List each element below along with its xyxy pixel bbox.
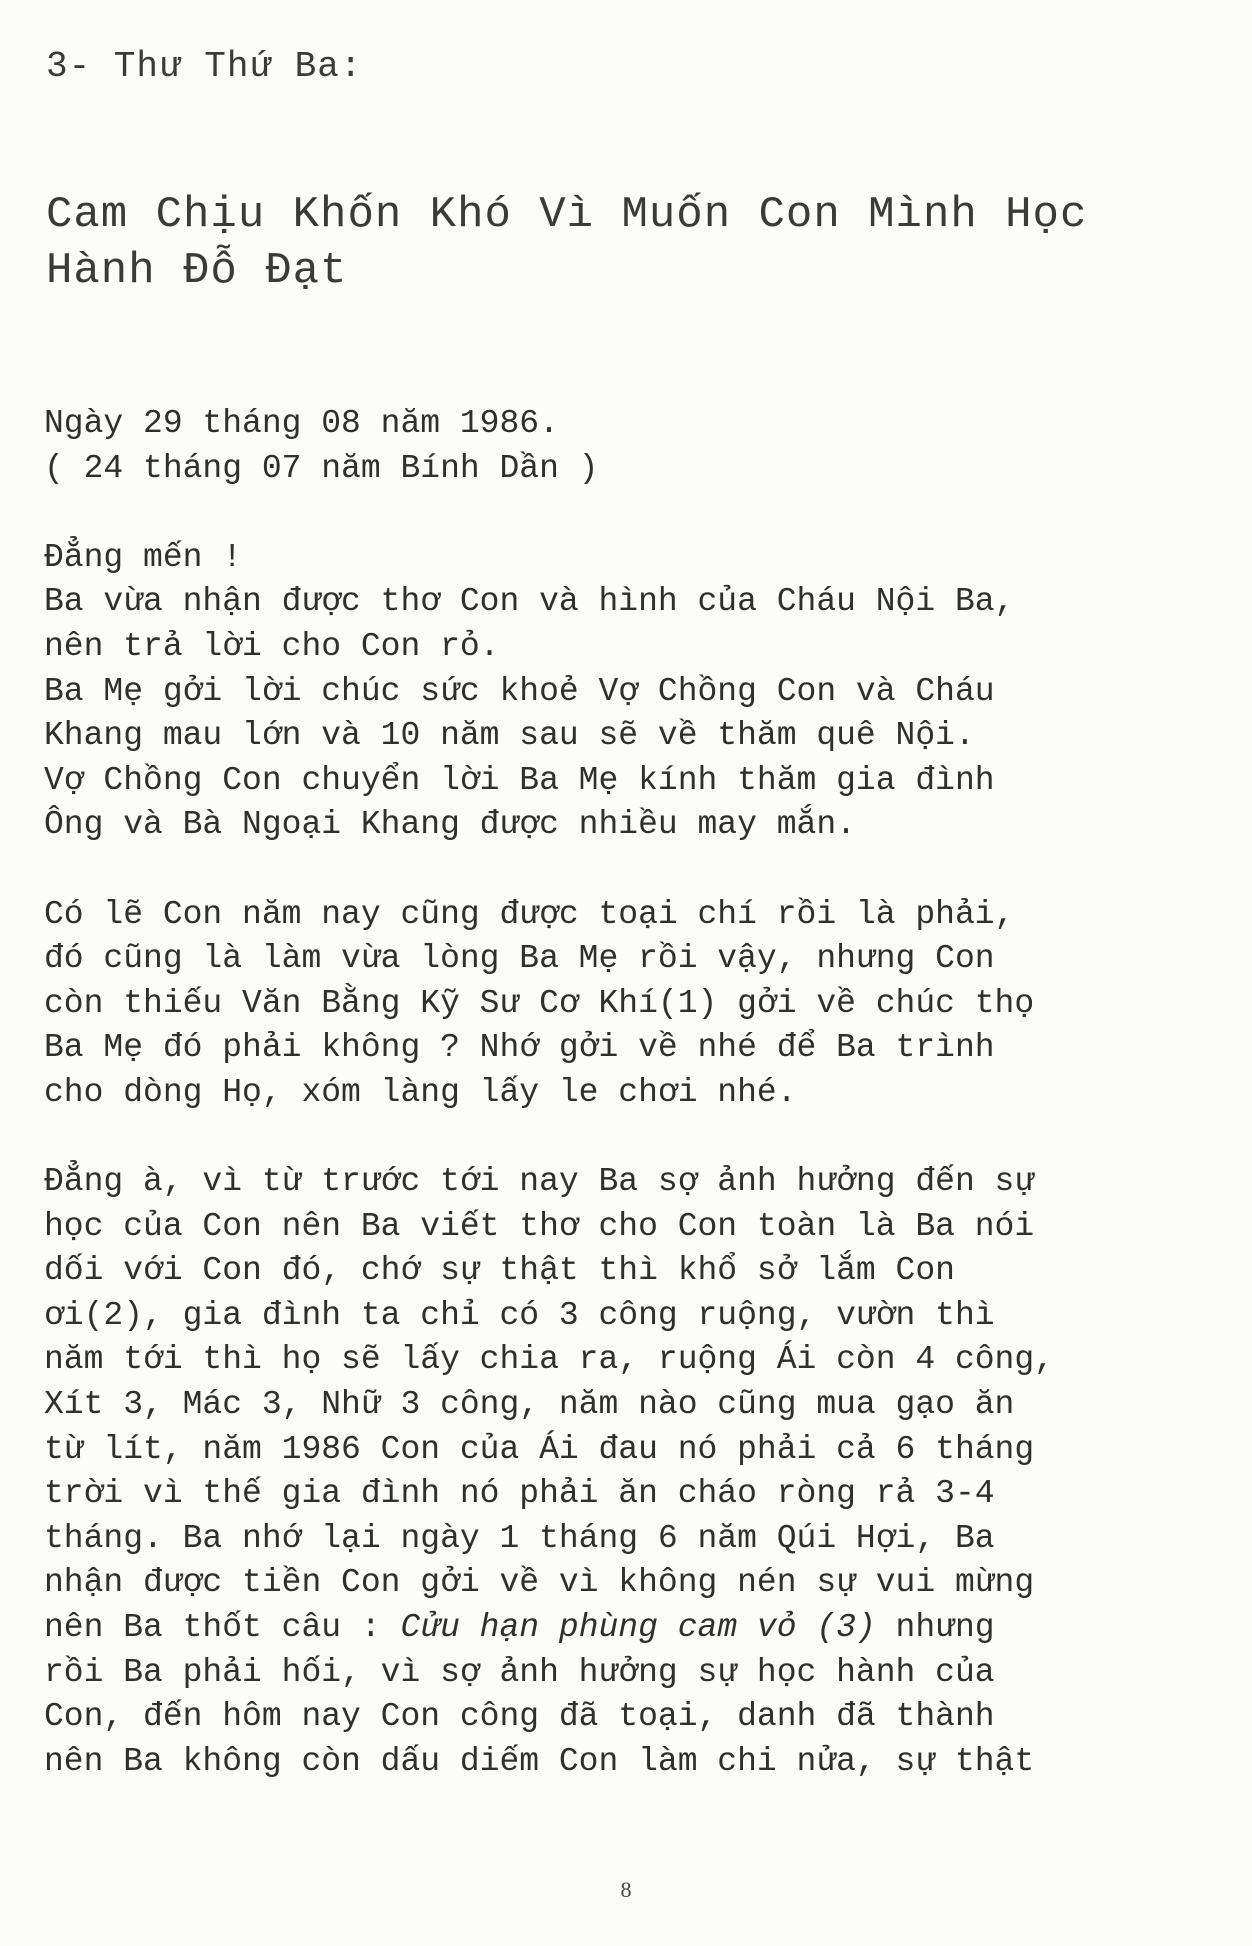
text-line: trời vì thế gia đình nó phải ăn cháo ròng rả 3-4	[44, 1475, 995, 1513]
quote-italic: Cửu hạn phùng cam vỏ (3)	[400, 1609, 876, 1647]
date-line: Ngày 29 tháng 08 năm 1986.	[44, 405, 559, 442]
text-line: Đẳng à, vì từ trước tới nay Ba sợ ảnh hưởng đến sự	[44, 1163, 1035, 1201]
text-line: năm tới thì họ sẽ lấy chia ra, ruộng Ái còn 4 công,	[44, 1341, 1054, 1379]
quote-before: nên Ba thốt câu :	[44, 1609, 401, 1647]
text-line: nên Ba không còn dấu diếm Con làm chi nửa, sự thật	[44, 1742, 1035, 1780]
text-line: Ba Mẹ gởi lời chúc sức khoẻ Vợ Chồng Con và Cháu	[44, 672, 995, 710]
text-line: Ba vừa nhận được thơ Con và hình của Cháu Nội Ba,	[44, 583, 1015, 621]
lunar-date-line: ( 24 tháng 07 năm Bính Dần )	[44, 449, 599, 487]
text-line: nên trả lời cho Con rỏ.	[44, 627, 500, 665]
text-line: Vợ Chồng Con chuyển lời Ba Mẹ kính thăm gia đình	[44, 761, 995, 799]
quote-line	[44, 1606, 1054, 1651]
text-line: Con, đến hôm nay Con công đã toại, danh đã thành	[44, 1698, 995, 1736]
letter-title	[46, 187, 1087, 299]
text-line: Có lẽ Con năm nay cũng được toại chí rồi là phải,	[44, 895, 1015, 933]
text-line: Ba Mẹ đó phải không ? Nhớ gởi về nhé để Ba trình	[44, 1029, 995, 1067]
blank-line	[44, 1116, 1054, 1161]
text-line: nhận được tiền Con gởi về vì không nén sự vui mừng	[44, 1564, 1035, 1602]
text-line: rồi Ba phải hối, vì sợ ảnh hưởng sự học hành của	[44, 1653, 995, 1691]
text-line: dối với Con đó, chớ sự thật thì khổ sở lắm Con	[44, 1252, 955, 1290]
letter-body	[44, 402, 1054, 1784]
title-line-1: Cam Chịu Khốn Khó Vì Muốn Con Mình Học	[46, 190, 1088, 240]
blank-line	[44, 491, 1054, 536]
text-line: cho dòng Họ, xóm làng lấy le chơi nhé.	[44, 1073, 797, 1111]
text-line: từ lít, năm 1986 Con của Ái đau nó phải cả 6 tháng	[44, 1430, 1035, 1468]
text-line: còn thiếu Văn Bằng Kỹ Sư Cơ Khí(1) gởi về chúc thọ	[44, 984, 1035, 1022]
salutation: Đẳng mến !	[44, 538, 243, 576]
page-number: 8	[620, 1877, 632, 1902]
text-line: tháng. Ba nhớ lại ngày 1 tháng 6 năm Qúi Hợi, Ba	[44, 1519, 995, 1557]
letter-heading: 3- Thư Thứ Ba:	[46, 46, 363, 87]
quote-after: nhưng	[875, 1609, 995, 1647]
text-line: ơi(2), gia đình ta chỉ có 3 công ruộng, vườn thì	[44, 1296, 995, 1334]
text-line: học của Con nên Ba viết thơ cho Con toàn là Ba nói	[44, 1207, 1035, 1245]
text-line: Ông và Bà Ngoại Khang được nhiều may mắn.	[44, 806, 856, 844]
text-line: Khang mau lớn và 10 năm sau sẽ về thăm quê Nội.	[44, 717, 975, 755]
text-line: đó cũng là làm vừa lòng Ba Mẹ rồi vậy, nhưng Con	[44, 940, 995, 978]
blank-line	[44, 848, 1054, 893]
text-line: Xít 3, Mác 3, Nhữ 3 công, năm nào cũng mua gạo ăn	[44, 1386, 1015, 1424]
title-line-2: Hành Đỗ Đạt	[46, 246, 348, 296]
